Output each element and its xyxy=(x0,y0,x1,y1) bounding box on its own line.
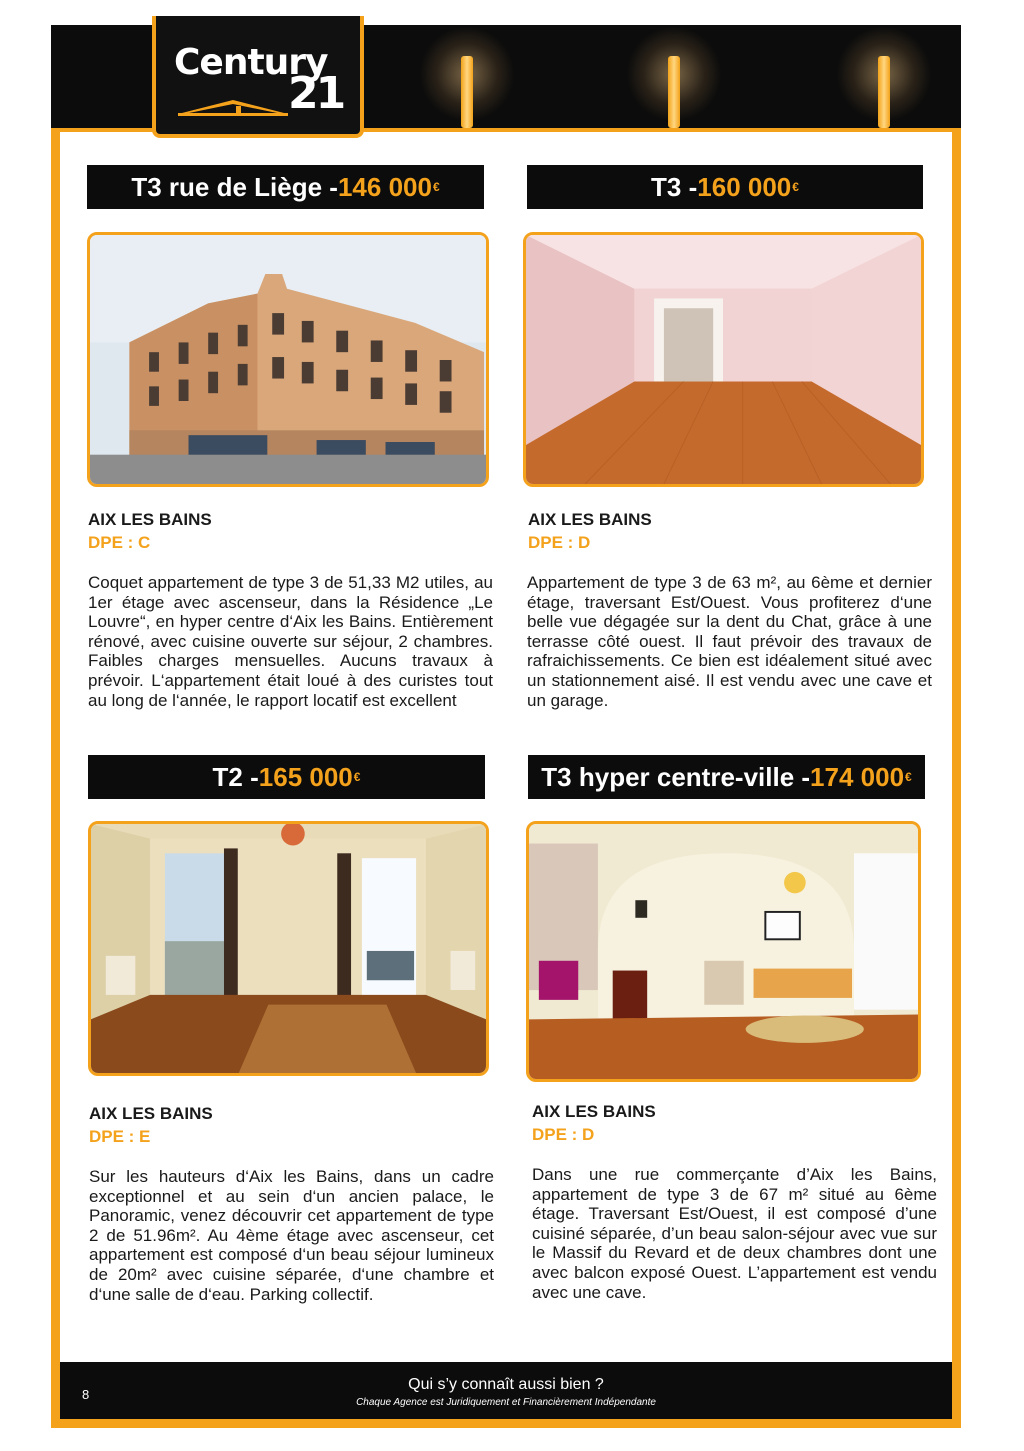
listing-city: AIX LES BAINS xyxy=(89,1104,213,1123)
listing-dpe: DPE : D xyxy=(532,1125,595,1144)
currency-symbol: € xyxy=(905,770,912,784)
listing-description: Appartement de type 3 de 63 m², au 6ème et dernier étage, traversant Est/Ouest. Vous profiterez d‘une belle vue dégagée sur la dent du Chat, grâce à une terrasse côté ouest. Il faut prévoir des travaux de rafraichissements. Ce bien est idéalement situé avec un stationnement aisé. Il est vendu avec une cave et un garage. xyxy=(527,573,932,710)
listing-photo-living-room[interactable] xyxy=(526,821,921,1082)
listing-photo-building[interactable] xyxy=(87,232,489,487)
listing-title: T2 - xyxy=(212,761,259,792)
listing-description: Coquet appartement de type 3 de 51,33 M2 utiles, au 1er étage avec ascenseur, dans la Résidence „Le Louvre“, en hyper centre d‘Aix les Bains. Entièrement rénové, avec cuisine ouverte sur séjour, 2 chambres. Faibles charges mensuelles. Aucuns travaux à prévoir. L‘appartement était loué à des curistes tout au long de l‘année, le rapport locatif est excellent xyxy=(88,573,493,710)
listing-price: 146 000 xyxy=(337,171,432,202)
listing-price: 165 000 xyxy=(258,761,353,792)
page-number: 8 xyxy=(82,1387,90,1402)
building-photo-icon xyxy=(90,235,486,484)
listing-title-bar xyxy=(528,755,925,799)
listing-photo-bright-room[interactable] xyxy=(88,821,489,1076)
room-photo-icon xyxy=(529,824,918,1079)
listing-price: 160 000 xyxy=(697,171,792,202)
century21-logo[interactable] xyxy=(152,16,364,138)
room-photo-icon xyxy=(91,824,486,1073)
footer-slogan: Qui s’y connaît aussi bien ? xyxy=(408,1376,604,1393)
listing-dpe: DPE : C xyxy=(88,533,151,552)
listing-city: AIX LES BAINS xyxy=(528,510,652,529)
listing-title: T3 hyper centre-ville - xyxy=(541,761,811,792)
currency-symbol: € xyxy=(792,180,799,194)
listing-city: AIX LES BAINS xyxy=(88,510,212,529)
listing-description: Dans une rue commerçante d’Aix les Bains, appartement de type 3 de 67 m² situé au 6ème étage. Traversant Est/Ouest, il est composé d’une cuisiné séparée, d’un beau salon-séjour avec vue sur le Massif du Revard et de deux chambres dont une avec balcon exposé Ouest. L’appartement est vendu avec une cave. xyxy=(532,1165,937,1302)
currency-symbol: € xyxy=(432,180,440,194)
listing-city: AIX LES BAINS xyxy=(532,1102,656,1121)
room-photo-icon xyxy=(526,235,921,484)
listing-price: 174 000 xyxy=(810,761,905,792)
logo-number: 21 xyxy=(288,68,344,119)
listing-title: T3 rue de Liège - xyxy=(131,171,338,202)
listing-title-bar xyxy=(88,755,485,799)
footer-bar xyxy=(60,1362,952,1419)
listing-title-bar xyxy=(87,165,484,209)
listing-dpe: DPE : E xyxy=(89,1127,151,1146)
listing-photo-empty-room[interactable] xyxy=(523,232,924,487)
currency-symbol: € xyxy=(353,770,361,784)
listing-title: T3 - xyxy=(651,171,698,202)
logo-word: Century xyxy=(174,42,328,83)
listing-dpe: DPE : D xyxy=(528,533,591,552)
listing-title-bar xyxy=(527,165,923,209)
footer-legal-mention: Chaque Agence est Juridiquement et Financièrement Indépendante xyxy=(356,1397,656,1408)
roof-icon xyxy=(178,98,288,116)
listing-description: Sur les hauteurs d‘Aix les Bains, dans un cadre exceptionnel et au sein d‘un ancien palace, le Panoramic, venez découvrir cet appartement de type 2 de 51.96m². Au 4ème étage avec ascenseur, cet appartement est composé d‘un beau séjour lumineux de 20m² avec cuisine séparée, d‘une chambre et d‘une salle de d‘eau. Parking collectif. xyxy=(89,1167,494,1304)
